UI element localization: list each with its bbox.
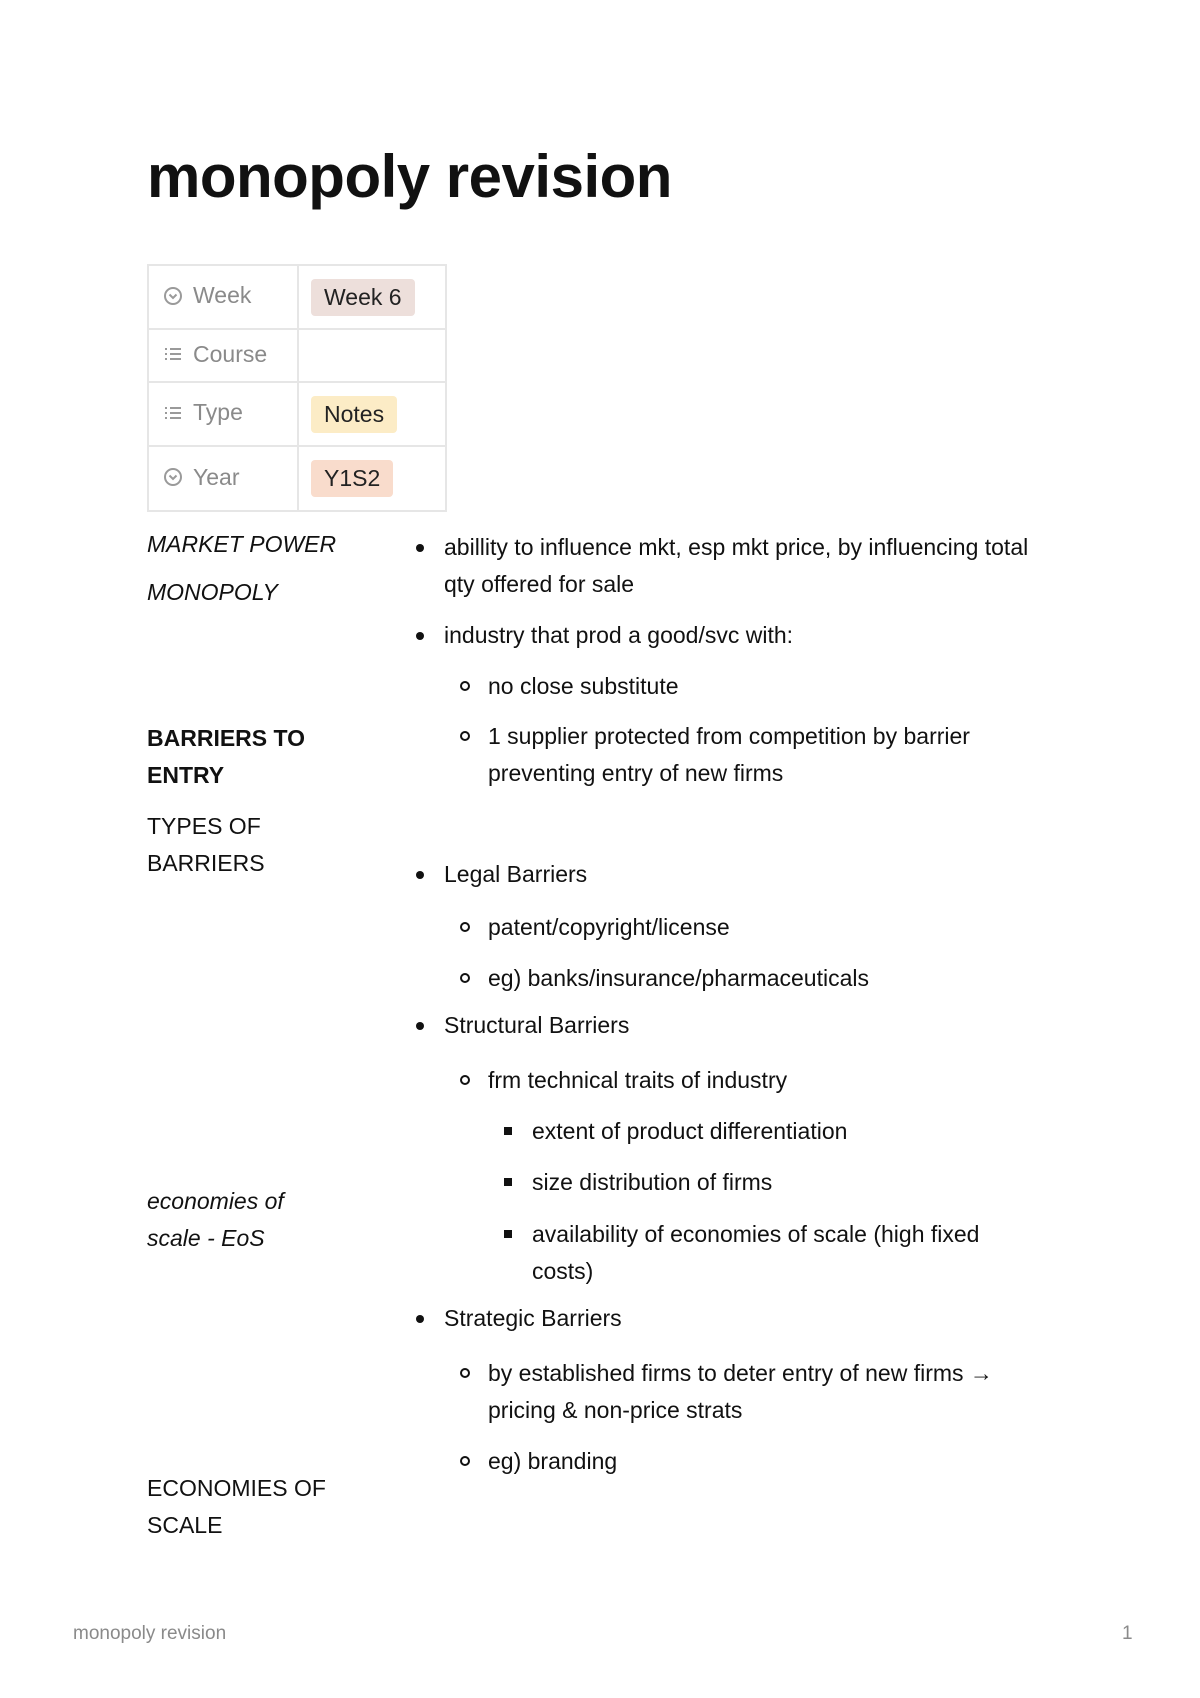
property-row-course [148, 329, 446, 382]
list-item: 1 supplier protected from competition by barrier preventing entry of new firms [488, 723, 970, 786]
select-icon [163, 286, 183, 306]
bullet-circle [460, 1075, 470, 1085]
list-item: patent/copyright/license [488, 914, 730, 940]
bullet-disc [416, 1315, 424, 1323]
list-item: Legal Barriers [444, 861, 588, 887]
bullet-circle [460, 731, 470, 741]
select-icon [163, 467, 183, 487]
property-key: Week [193, 282, 252, 309]
footer-title: monopoly revision [73, 1623, 227, 1644]
economies-of-scale-label: ECONOMIES OF SCALE [147, 1475, 326, 1538]
multi-select-icon [163, 403, 183, 423]
bullet-circle [460, 922, 470, 932]
page-number: 1 [1122, 1623, 1133, 1644]
multi-select-icon [163, 344, 183, 364]
type-tag[interactable]: Notes [311, 396, 397, 433]
bullet-disc [416, 544, 424, 552]
bullet-disc [416, 632, 424, 640]
list-item: extent of product differentiation [532, 1118, 848, 1144]
types-of-barriers-label: TYPES OF BARRIERS [147, 813, 265, 876]
list-item: availability of economies of scale (high fixed costs) [532, 1221, 980, 1284]
list-item: no close substitute [488, 673, 679, 699]
property-key: Type [193, 399, 243, 426]
week-tag[interactable]: Week 6 [311, 279, 415, 316]
bullet-square [504, 1178, 512, 1186]
bullet-disc [416, 1022, 424, 1030]
property-row-week [148, 265, 446, 329]
bullet-circle [460, 973, 470, 983]
list-item: by established firms to deter entry of new firms → pricing & non-price strats [488, 1360, 993, 1423]
page-title: monopoly revision [147, 143, 672, 210]
properties-table [147, 264, 447, 512]
economies-of-scale-note: economies of scale - EoS [147, 1188, 284, 1251]
list-item: eg) branding [488, 1448, 618, 1474]
market-power-label: MARKET POWER [147, 531, 337, 557]
list-item: size distribution of firms [532, 1169, 773, 1195]
list-item: eg) banks/insurance/pharmaceuticals [488, 965, 869, 991]
bullet-square [504, 1127, 512, 1135]
bullet-circle [460, 1456, 470, 1466]
list-item: abillity to influence mkt, esp mkt price, by influencing total qty offered for sale [444, 534, 1029, 597]
course-value[interactable] [298, 329, 446, 382]
property-key: Course [193, 340, 268, 367]
property-row-type [148, 382, 446, 446]
year-tag[interactable]: Y1S2 [311, 460, 393, 497]
bullet-square [504, 1230, 512, 1238]
monopoly-label: MONOPOLY [147, 579, 278, 605]
bullet-disc [416, 871, 424, 879]
property-row-year [148, 446, 446, 511]
list-item: frm technical traits of industry [488, 1067, 788, 1093]
list-item: Structural Barriers [444, 1012, 630, 1038]
bullet-circle [460, 1368, 470, 1378]
barriers-to-entry-heading: BARRIERS TO ENTRY [147, 725, 306, 788]
property-key: Year [193, 463, 240, 490]
list-item: Strategic Barriers [444, 1305, 622, 1331]
list-item: industry that prod a good/svc with: [444, 622, 794, 648]
bullet-circle [460, 681, 470, 691]
